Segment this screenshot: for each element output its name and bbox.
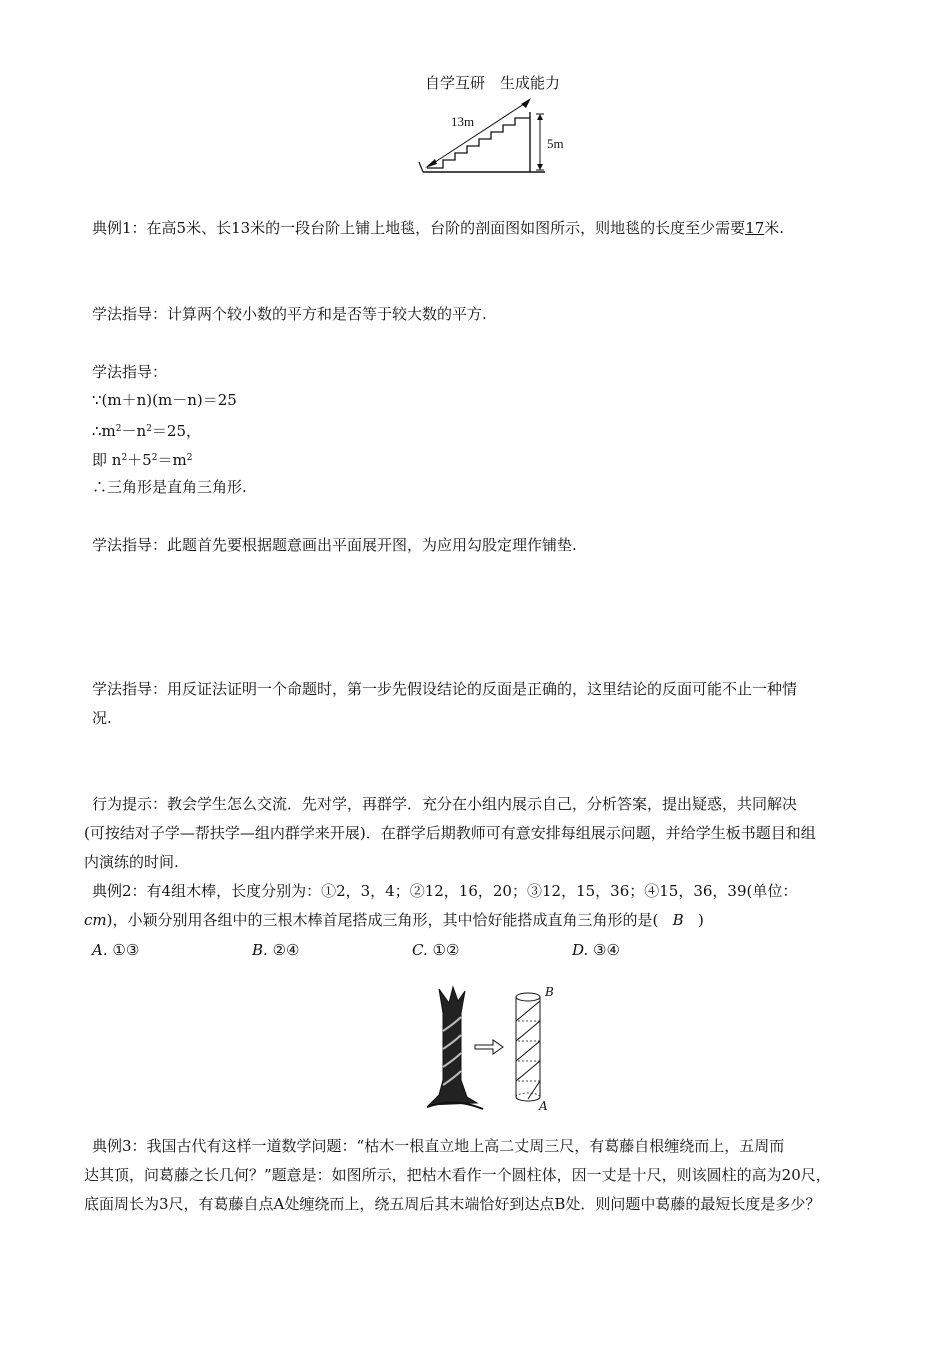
hyp-label: 13m	[451, 114, 475, 129]
option-b	[252, 940, 299, 960]
example2-line1: 典例2：有4组木棒，长度分别为：①2，3，4；②12，16，20；③12，15，36；④15，36，39(单位：	[92, 882, 798, 900]
unit: cm	[84, 911, 107, 929]
example2-text: )，小颖分别用各组中的三根木棒首尾搭成三角形，其中恰好能搭成直角三角形的是(	[106, 911, 659, 929]
guide4-line2: 况.	[92, 709, 112, 727]
option-text: ①③	[112, 941, 140, 959]
option-text: ①②	[432, 941, 460, 959]
sup: 2	[115, 424, 122, 434]
option-text: ③④	[593, 941, 620, 959]
guide2-line4: ∴三角形是直角三角形.	[92, 478, 247, 496]
guide2-line1: ∵(m＋n)(m－n)＝25	[92, 391, 237, 409]
option-a	[92, 940, 139, 960]
guide2-line2-c: ＝25，	[151, 422, 202, 440]
example2-answer: B	[672, 911, 684, 929]
sup: 2	[186, 453, 193, 463]
example3-line2: 达其顶，问葛藤之长几何？”题意是：如图所示，把枯木看作一个圆柱体，因一丈是十尺，则该圆柱的高为20尺，	[84, 1166, 831, 1184]
sup: 2	[151, 453, 158, 463]
close-paren: )	[698, 911, 704, 929]
vine-figure	[425, 985, 575, 1115]
example1-text: 典例1：在高5米、长13米的一段台阶上铺上地毯，台阶的剖面图如图所示，则地毯的长度至少需要	[92, 219, 746, 237]
guide2-line3-a: 即 n	[92, 451, 122, 469]
guide2-line3-c: ＝m	[157, 451, 187, 469]
sup: 2	[146, 424, 152, 434]
guide2-title: 学法指导：	[92, 363, 168, 381]
example1-answer: 17	[745, 219, 765, 237]
example3-line3: 底面周长为3尺，有葛藤自点A处缠绕而上，绕五周后其末端恰好到达点B处．则问题中葛藤的最短长度是多少？	[84, 1195, 821, 1213]
guide2-line3-b: ＋5	[127, 451, 152, 469]
sup: 2	[121, 453, 128, 463]
behavior-line2: (可按结对子学—帮扶学—组内群学来开展)．在群学后期教师可有意安排每组展示问题，并给学生板书题目和组	[84, 824, 816, 842]
point-b-label: B	[545, 985, 554, 999]
option-c	[412, 940, 459, 960]
behavior-line1: 行为提示：教会学生怎么交流．先对学，再群学．充分在小组内展示自己，分析答案，提出疑惑，共同解决	[92, 795, 798, 813]
section-title: 自学互研 生成能力	[424, 74, 560, 92]
example3-line1: 典例3：我国古代有这样一道数学问题：“枯木一根直立地上高二丈周三尺，有葛藤自根缠绕而上，五周而	[92, 1137, 785, 1155]
option-letter: B.	[252, 941, 268, 959]
guide2-line2	[92, 419, 201, 441]
option-text: ②④	[272, 941, 300, 959]
guide2-line2-a: ∴m	[92, 422, 116, 440]
tree-and-cylinder-diagram	[425, 985, 575, 1115]
option-letter: A.	[92, 941, 108, 959]
guide4-line1: 学法指导：用反证法证明一个命题时，第一步先假设结论的反面是正确的，这里结论的反面可能不止一种情	[92, 680, 798, 698]
option-letter: C.	[412, 941, 428, 959]
example1	[92, 218, 784, 238]
guide2-line3	[92, 448, 192, 470]
behavior-line3: 内演练的时间.	[84, 853, 179, 871]
example2-line2	[84, 910, 704, 930]
example1-suffix: 米.	[764, 219, 785, 237]
stairs-figure	[405, 92, 580, 182]
guide1: 学法指导：计算两个较小数的平方和是否等于较大数的平方.	[92, 305, 487, 323]
option-d	[572, 940, 620, 960]
option-letter: D.	[572, 941, 589, 959]
height-label: 5m	[547, 136, 564, 151]
guide2-line2-b: －n	[121, 422, 147, 440]
point-a-label: A	[539, 1099, 548, 1113]
guide3: 学法指导：此题首先要根据题意画出平面展开图，为应用勾股定理作铺垫.	[92, 536, 577, 554]
